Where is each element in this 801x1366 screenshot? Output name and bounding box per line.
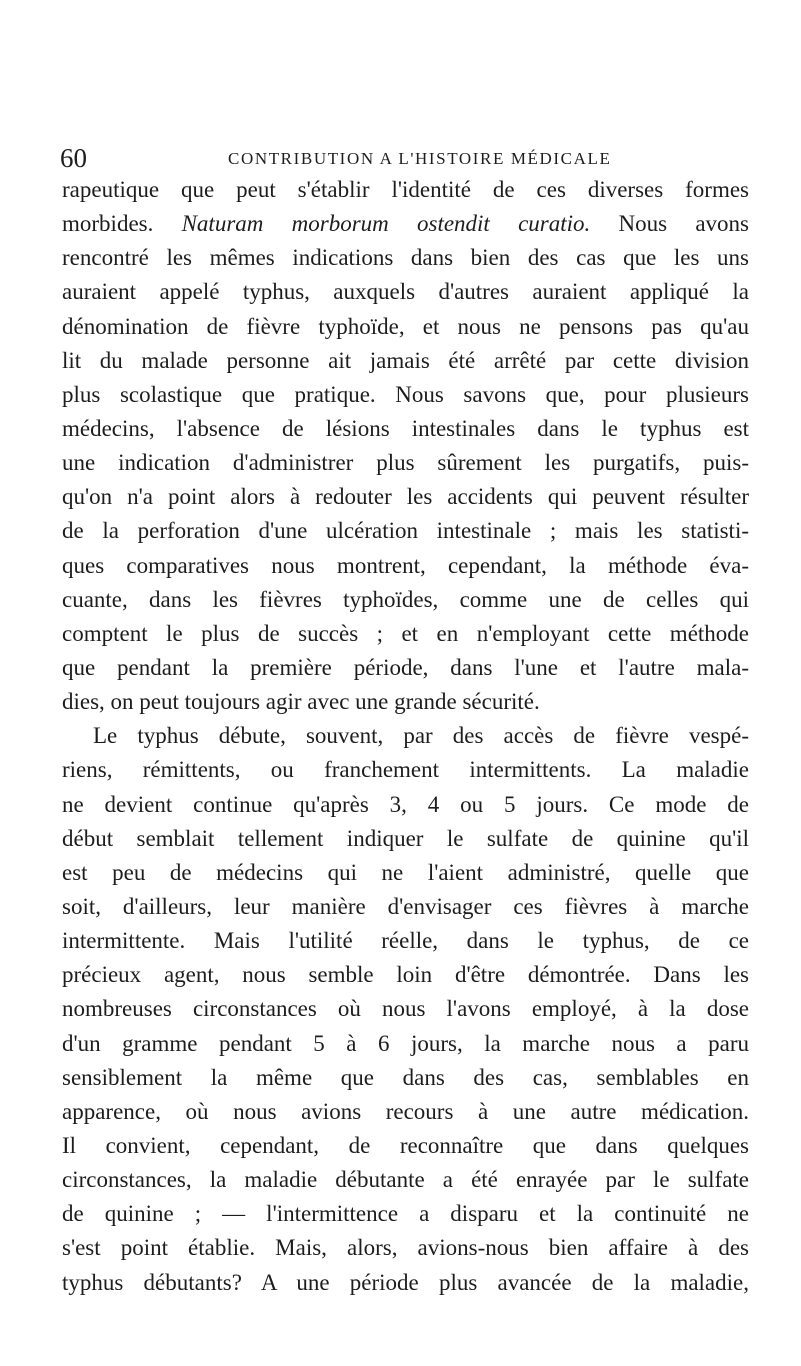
text-line: cuante, dans les fièvres typhoïdes, comme une de celles qui	[62, 586, 749, 612]
text-line: ques comparatives nous montrent, cependant, la méthode éva-	[62, 552, 749, 578]
text-line: dénomination de fièvre typhoïde, et nous ne pensons pas qu'au	[62, 313, 749, 339]
text-line: que pendant la première période, dans l'une et l'autre mala-	[62, 654, 749, 680]
text-line: est peu de médecins qui ne l'aient administré, quelle que	[62, 859, 749, 885]
text-line	[62, 207, 749, 241]
running-head	[60, 143, 740, 173]
page-number: 60	[60, 143, 87, 173]
text-line: rapeutique que peut s'établir l'identité de ces diverses formes	[62, 177, 749, 202]
text-line: dies, on peut toujours agir avec une grande sécurité.	[62, 689, 540, 715]
text-line: auraient appelé typhus, auxquels d'autres auraient appliqué la	[62, 279, 749, 305]
text-line: une indication d'administrer plus sûrement les purgatifs, puis-	[62, 450, 749, 476]
text-segment: morbides.	[62, 211, 182, 237]
text-line: soit, d'ailleurs, leur manière d'envisager ces fièvres à marche	[62, 893, 749, 919]
text-line: Le typhus débute, souvent, par des accès de fièvre vespé-	[93, 723, 749, 749]
text-line: typhus débutants? A une période plus avancée de la maladie,	[62, 1269, 749, 1295]
text-line: rencontré les mêmes indications dans bien des cas que les uns	[62, 245, 749, 271]
text-line: s'est point établie. Mais, alors, avions-nous bien affaire à des	[62, 1235, 749, 1261]
latin-quotation: Naturam morborum ostendit curatio.	[181, 211, 591, 237]
text-line: Il convient, cependant, de reconnaître que dans quelques	[62, 1132, 749, 1158]
text-line: apparence, où nous avions recours à une autre médication.	[62, 1098, 749, 1124]
text-line: ne devient continue qu'après 3, 4 ou 5 jours. Ce mode de	[62, 791, 749, 817]
text-line: médecins, l'absence de lésions intestinales dans le typhus est	[62, 415, 749, 441]
text-line: lit du malade personne ait jamais été arrêté par cette division	[62, 347, 749, 373]
text-line: de la perforation d'une ulcération intestinale ; mais les statisti-	[62, 518, 749, 544]
text-line: début semblait tellement indiquer le sulfate de quinine qu'il	[62, 825, 749, 851]
text-line: précieux agent, nous semble loin d'être démontrée. Dans les	[62, 962, 749, 988]
text-line: plus scolastique que pratique. Nous savons que, pour plusieurs	[62, 381, 749, 407]
running-title: CONTRIBUTION A L'HISTOIRE MÉDICALE	[228, 149, 612, 168]
text-segment: Nous avons	[590, 211, 749, 237]
text-line: riens, rémittents, ou franchement intermittents. La maladie	[62, 757, 749, 783]
body-text	[62, 173, 749, 1300]
text-line: comptent le plus de succès ; et en n'employant cette méthode	[62, 620, 749, 646]
text-line: nombreuses circonstances où nous l'avons employé, à la dose	[62, 996, 749, 1022]
text-line: sensiblement la même que dans des cas, semblables en	[62, 1064, 749, 1090]
text-line: intermittente. Mais l'utilité réelle, dans le typhus, de ce	[62, 928, 749, 954]
text-line: qu'on n'a point alors à redouter les accidents qui peuvent résulter	[62, 484, 749, 510]
text-line: d'un gramme pendant 5 à 6 jours, la marche nous a paru	[62, 1030, 749, 1056]
text-line: circonstances, la maladie débutante a été enrayée par le sulfate	[62, 1167, 749, 1193]
text-line: de quinine ; — l'intermittence a disparu et la continuité ne	[62, 1201, 749, 1227]
